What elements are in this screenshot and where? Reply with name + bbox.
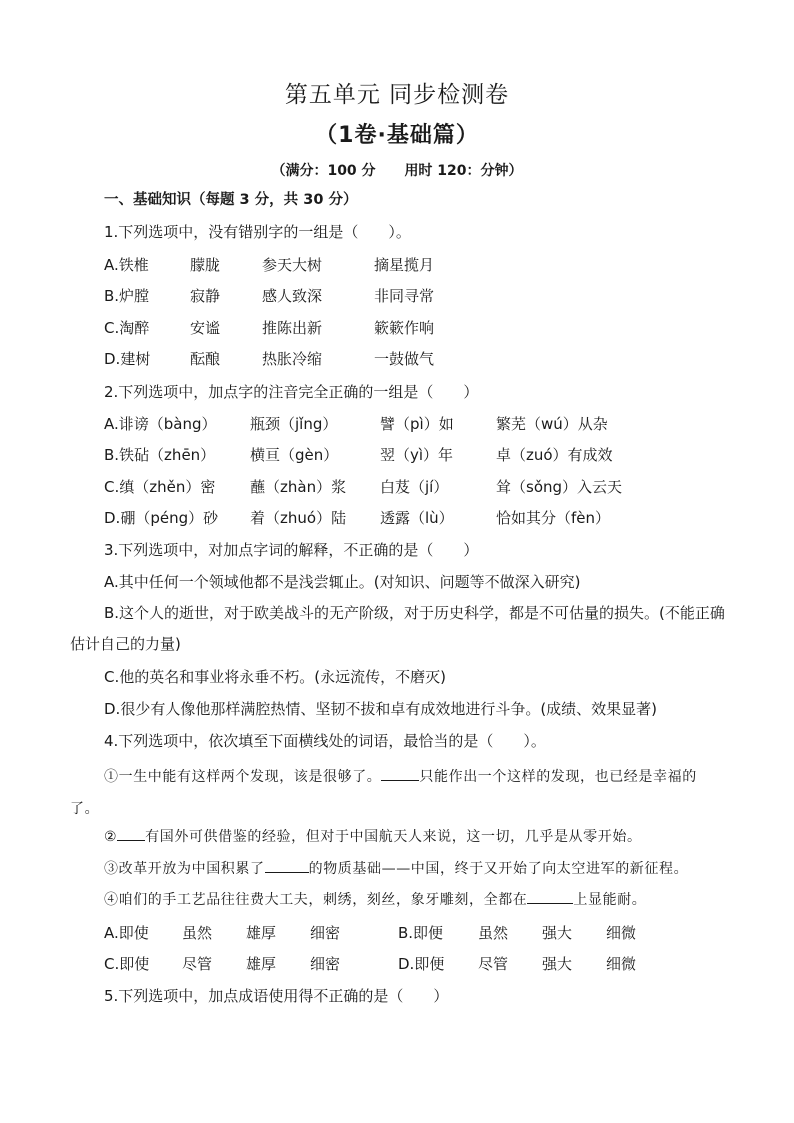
option-cell: 白芨（jí） — [380, 478, 449, 496]
section-heading: 一、基础知识（每题 3 分，共 30 分） — [104, 192, 358, 208]
question-2-stem: 2.下列选项中，加点字的注音完全正确的一组是（ ） — [104, 383, 479, 401]
sentence-text: ② — [104, 829, 118, 845]
option-cell: 蘸（zhàn）浆 — [250, 478, 347, 496]
q2-option-c — [104, 476, 744, 498]
option-cell: 安谧 — [190, 319, 221, 337]
option-cell: 细密 — [310, 955, 341, 973]
q4-sentence-3 — [104, 858, 688, 880]
page-title: 第五单元 同步检测卷 — [284, 82, 510, 108]
option-cell: 虽然 — [182, 924, 213, 942]
option-cell: 雄厚 — [246, 924, 277, 942]
page-subtitle: （1卷·基础篇） — [315, 123, 479, 148]
q2-option-a — [104, 413, 744, 435]
option-cell: 细微 — [606, 955, 637, 973]
option-cell: 摘星揽月 — [374, 256, 435, 274]
option-cell: 一鼓做气 — [374, 350, 435, 368]
option-cell: 雄厚 — [246, 955, 277, 973]
option-cell: 细密 — [310, 924, 341, 942]
q4-options-ab — [104, 922, 744, 944]
q1-option-c — [104, 317, 744, 339]
option-cell: 簌簌作响 — [374, 319, 435, 337]
q4-sentence-2 — [104, 826, 642, 848]
question-4-stem: 4.下列选项中，依次填至下面横线处的词语，最恰当的是（ ）。 — [104, 732, 546, 750]
q1-option-a — [104, 254, 744, 276]
option-cell: 瓶颈（jǐng） — [250, 415, 338, 433]
sentence-text: ①一生中能有这样两个发现，该是很够了。 — [104, 769, 382, 785]
q1-option-d — [104, 348, 744, 370]
option-cell: 尽管 — [478, 955, 509, 973]
exam-meta — [0, 160, 794, 180]
fill-blank[interactable] — [117, 826, 145, 841]
q3-option-c: C.他的英名和事业将永垂不朽。(永远流传，不磨灭) — [104, 668, 446, 686]
option-cell: A.诽谤（bàng） — [104, 415, 217, 433]
sentence-text: 只能作出一个这样的发现，也已经是幸福的了。 — [70, 769, 697, 817]
q3-option-a: A.其中任何一个领域他都不是浅尝辄止。(对知识、问题等不做深入研究) — [104, 573, 581, 591]
fill-blank[interactable] — [527, 889, 573, 904]
option-cell: B.铁砧（zhēn） — [104, 446, 216, 464]
q1-option-b — [104, 285, 744, 307]
option-cell: 参天大树 — [262, 256, 323, 274]
sentence-text: 的物质基础——中国，终于又开始了向太空进军的新征程。 — [308, 861, 689, 877]
q2-option-b — [104, 444, 744, 466]
fill-blank[interactable] — [381, 766, 419, 781]
option-cell: 热胀冷缩 — [262, 350, 323, 368]
option-cell: 虽然 — [478, 924, 509, 942]
fill-blank[interactable] — [265, 858, 309, 873]
option-cell: 感人致深 — [262, 287, 323, 305]
question-1-stem: 1.下列选项中，没有错别字的一组是（ ）。 — [104, 223, 411, 241]
option-cell: C.即使 — [104, 955, 150, 973]
option-cell: 推陈出新 — [262, 319, 323, 337]
option-cell: 酝酿 — [190, 350, 221, 368]
option-cell: B.即便 — [398, 924, 444, 942]
option-cell: A.铁椎 — [104, 256, 149, 274]
sentence-text: ④咱们的手工艺品往往费大工夫，刺绣，刻丝，象牙雕刻，全都在 — [104, 892, 528, 908]
option-cell: 繁芜（wú）从杂 — [496, 415, 608, 433]
option-cell: 譬（pì）如 — [380, 415, 454, 433]
sentence-text: 有国外可供借鉴的经验，但对于中国航天人来说，这一切，几乎是从零开始。 — [145, 829, 642, 845]
option-cell: D.即便 — [398, 955, 445, 973]
question-3-stem: 3.下列选项中，对加点字词的解释，不正确的是（ ） — [104, 541, 479, 559]
option-cell: B.炉膛 — [104, 287, 150, 305]
option-cell: C.淘醉 — [104, 319, 150, 337]
option-cell: 强大 — [542, 955, 573, 973]
option-cell: 强大 — [542, 924, 573, 942]
full-score: （满分：100 分 — [271, 163, 376, 179]
q4-sentence-4 — [104, 889, 646, 911]
option-cell: 耸（sǒng）入云天 — [496, 478, 623, 496]
option-cell: C.缜（zhěn）密 — [104, 478, 216, 496]
q4-sentence-1 — [70, 761, 725, 825]
option-cell: 细微 — [606, 924, 637, 942]
option-cell: 朦胧 — [190, 256, 221, 274]
option-cell: 翌（yì）年 — [380, 446, 454, 464]
option-cell: D.硼（péng）砂 — [104, 509, 219, 527]
q3-option-b: B.这个人的逝世，对于欧美战斗的无产阶级，对于历史科学，都是不可估量的损失。(不能正确估计自己的力量) — [70, 604, 725, 653]
option-cell: 恰如其分（fèn） — [496, 509, 611, 527]
option-cell: 尽管 — [182, 955, 213, 973]
option-cell: D.建树 — [104, 350, 151, 368]
option-cell: 卓（zuó）有成效 — [496, 446, 613, 464]
option-cell: A.即使 — [104, 924, 149, 942]
sentence-text: 上显能耐。 — [573, 892, 647, 908]
option-cell: 着（zhuó）陆 — [250, 509, 347, 527]
time-limit: 用时 120：分钟） — [404, 163, 523, 179]
option-cell: 透露（lù） — [380, 509, 454, 527]
option-cell: 非同寻常 — [374, 287, 435, 305]
question-5-stem: 5.下列选项中，加点成语使用得不正确的是（ ） — [104, 987, 449, 1005]
q2-option-d — [104, 507, 744, 529]
q4-options-cd — [104, 953, 744, 975]
q3-option-d: D.很少有人像他那样满腔热情、坚韧不拔和卓有成效地进行斗争。(成绩、效果显著) — [104, 700, 658, 718]
sentence-text: ③改革开放为中国积累了 — [104, 861, 265, 877]
option-cell: 横亘（gèn） — [250, 446, 339, 464]
option-cell: 寂静 — [190, 287, 221, 305]
